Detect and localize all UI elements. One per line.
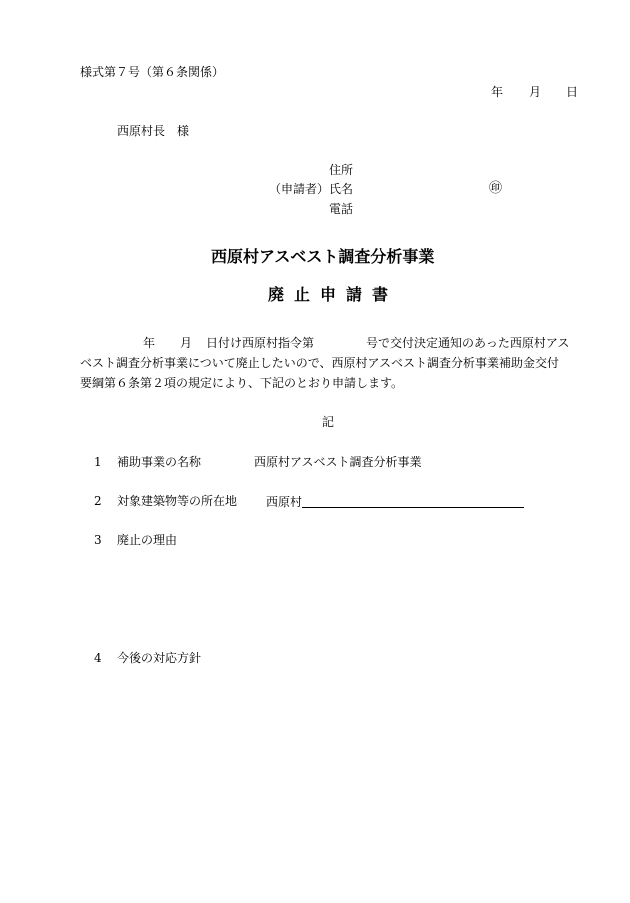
body-line2: ベスト調査分析事業について廃止したいので、西原村アスベスト調査分析事業補助金交付 (80, 356, 560, 370)
addressee: 西原村長 様 (117, 124, 190, 138)
item-2-value (266, 495, 524, 508)
item-3-number: 3 (94, 533, 102, 547)
body-line1-end: 号で交付決定通知のあった西原村アス (366, 336, 570, 350)
item-4-number: 4 (94, 651, 102, 665)
item-2-number: 2 (94, 494, 102, 508)
date-day: 日 (566, 85, 579, 99)
ki-heading: 記 (322, 415, 335, 429)
date-month: 月 (529, 85, 542, 99)
applicant-label: （申請者） (269, 182, 330, 196)
body-line1-year: 年 (143, 336, 156, 350)
body-line1-mid: 日付け西原村指令第 (206, 336, 315, 350)
item-2-value-text: 西原村 (266, 495, 303, 509)
phone-label: 電話 (329, 202, 354, 216)
body-line1-month: 月 (180, 336, 193, 350)
item-3-label: 廃止の理由 (117, 533, 178, 547)
item-1-label: 補助事業の名称 (117, 455, 202, 469)
body-line3: 要綱第６条第２項の規定により、下記のとおり申請します。 (80, 376, 404, 390)
date-year: 年 (491, 85, 504, 99)
item-1-value: 西原村アスベスト調査分析事業 (254, 455, 422, 469)
name-label: 氏名 (329, 182, 354, 196)
seal-mark: ㊞ (489, 181, 503, 196)
item-1-number: 1 (94, 455, 102, 469)
address-label: 住所 (329, 163, 354, 177)
item-2-label: 対象建築物等の所在地 (117, 494, 238, 508)
form-number: 様式第７号（第６条関係） (80, 65, 225, 79)
item-4-label: 今後の対応方針 (117, 651, 202, 665)
document-title: 西原村アスベスト調査分析事業 (211, 247, 435, 266)
document-subtitle: 廃止申請書 (268, 285, 399, 304)
location-underline[interactable] (302, 495, 524, 508)
